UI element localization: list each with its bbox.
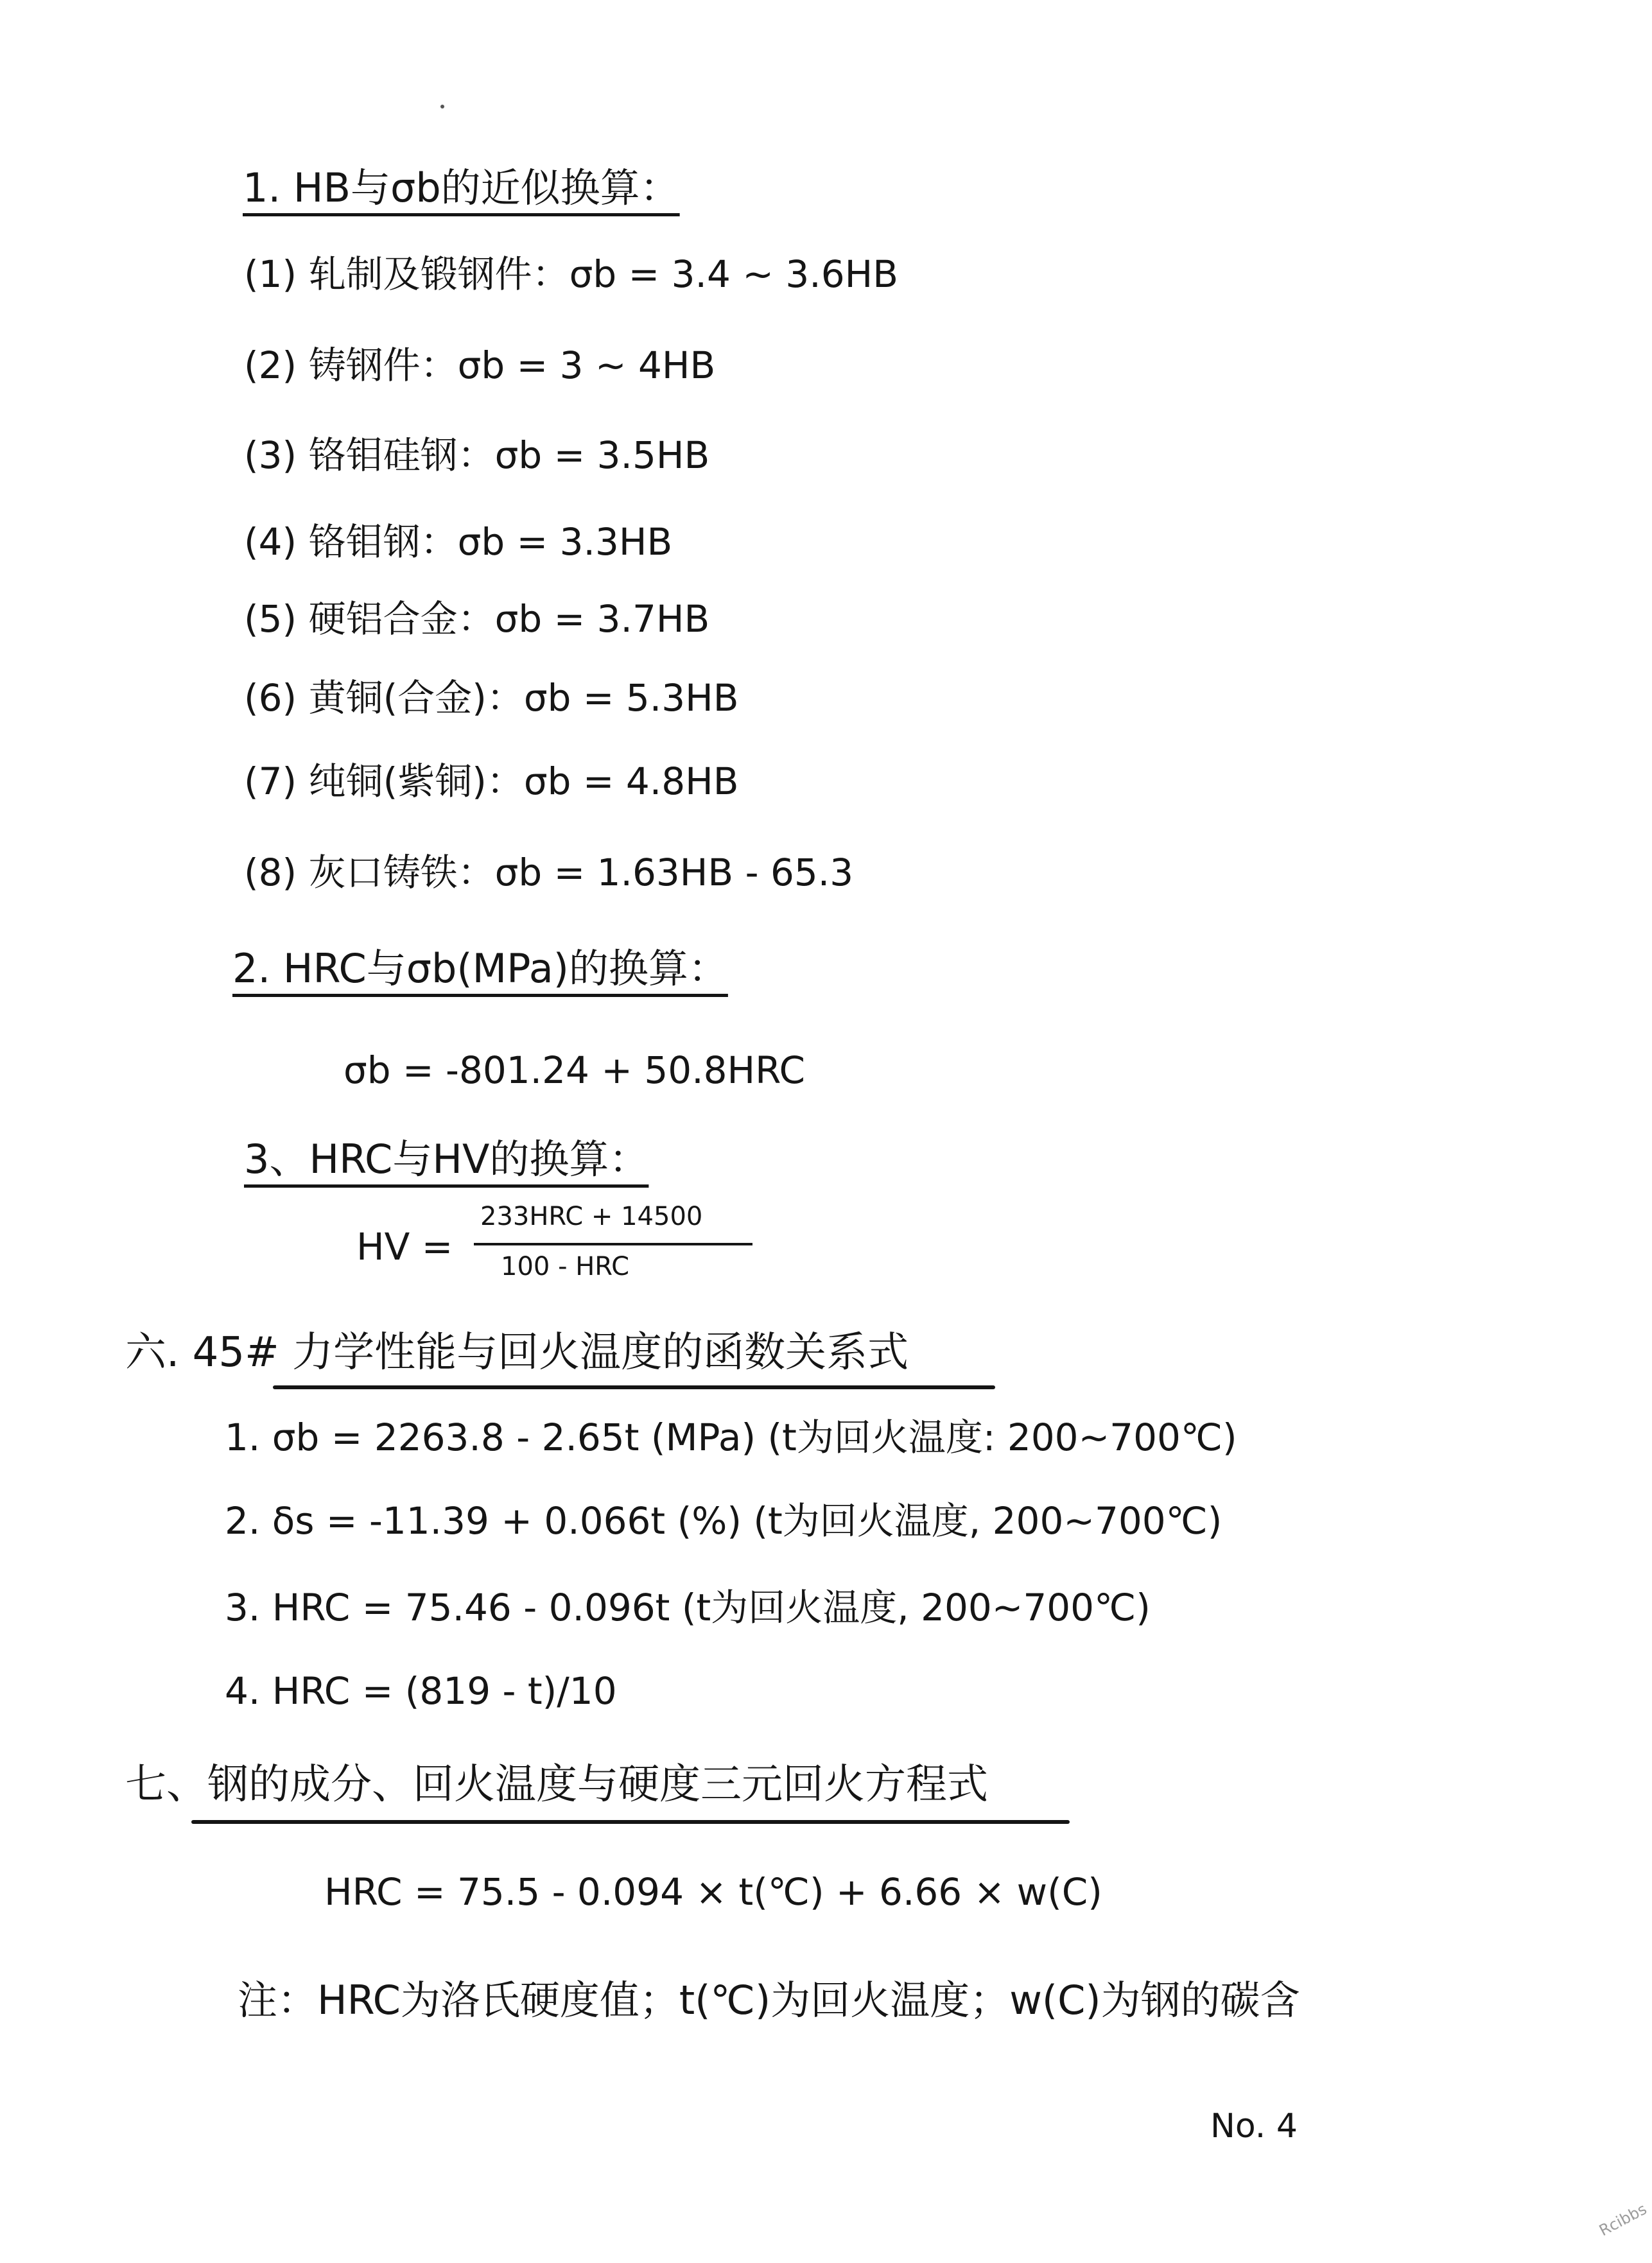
fraction-bar <box>474 1243 752 1245</box>
section1-item-6: (6) 黄铜(合金)：σb = 5.3HB <box>244 676 739 720</box>
section7-underline <box>191 1820 1070 1824</box>
section7-note: 注：HRC为洛氏硬度值；t(℃)为回火温度；w(C)为钢的碳含 <box>238 1977 1300 2024</box>
section2-heading: 2. HRC与σb(MPa)的换算： <box>232 945 728 992</box>
section6-item-4: 4. HRC = (819 - t)/10 <box>225 1669 617 1713</box>
section7-formula: HRC = 75.5 - 0.094 × t(℃) + 6.66 × w(C) <box>324 1870 1102 1914</box>
ink-dot <box>440 105 444 108</box>
section1-item-3: (3) 铬钼硅钢：σb = 3.5HB <box>244 433 710 477</box>
section6-underline <box>273 1385 995 1389</box>
page-number: No. 4 <box>1210 2107 1298 2146</box>
section3-heading: 3、HRC与HV的换算： <box>244 1136 649 1183</box>
section7-heading: 七、钢的成分、回火温度与硬度三元回火方程式 <box>125 1761 988 1808</box>
section1-item-5: (5) 硬铝合金：σb = 3.7HB <box>244 597 710 641</box>
section2-formula: σb = -801.24 + 50.8HRC <box>343 1048 806 1092</box>
section6-item-3: 3. HRC = 75.46 - 0.096t (t为回火温度, 200~700℃) <box>225 1586 1151 1629</box>
section1-item-2: (2) 铸钢件：σb = 3 ~ 4HB <box>244 343 716 387</box>
section1-item-1: (1) 轧制及锻钢件：σb = 3.4 ~ 3.6HB <box>244 252 898 296</box>
hv-denominator: 100 - HRC <box>501 1252 630 1281</box>
hv-numerator: 233HRC + 14500 <box>480 1202 703 1231</box>
hv-lhs: HV = <box>356 1225 453 1269</box>
section6-heading: 六. 45# 力学性能与回火温度的函数关系式 <box>125 1329 909 1376</box>
section6-item-1: 1. σb = 2263.8 - 2.65t (MPa) (t为回火温度: 200~700℃) <box>225 1416 1237 1459</box>
section1-item-7: (7) 纯铜(紫铜)：σb = 4.8HB <box>244 759 739 803</box>
section1-item-8: (8) 灰口铸铁：σb = 1.63HB - 65.3 <box>244 851 854 894</box>
watermark: Rcibbs <box>1596 2199 1650 2240</box>
section1-item-4: (4) 铬钼钢：σb = 3.3HB <box>244 520 673 564</box>
section1-heading: 1. HB与σb的近似换算： <box>243 164 680 211</box>
section6-item-2: 2. δs = -11.39 + 0.066t (%) (t为回火温度, 200~700℃) <box>225 1499 1222 1543</box>
